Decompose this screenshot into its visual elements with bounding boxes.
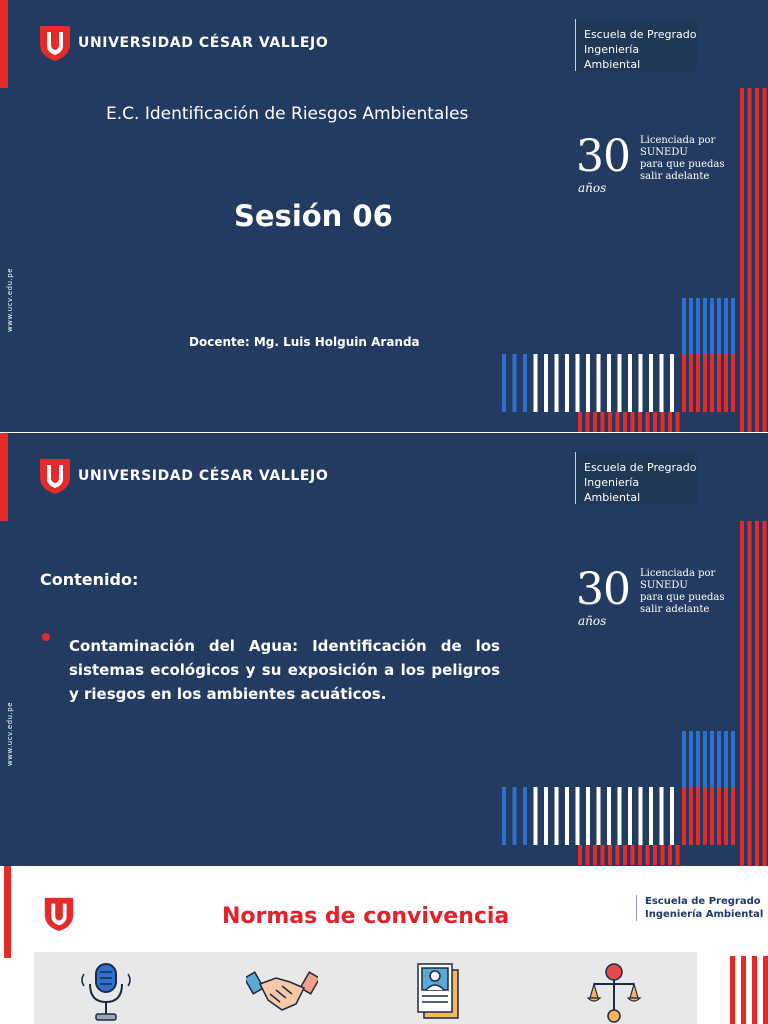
stripe-red-short	[638, 412, 642, 432]
stripe-white	[555, 354, 559, 412]
stripe-red-short	[616, 412, 620, 432]
stripe-white	[597, 354, 601, 412]
stripe-red	[724, 354, 728, 412]
stripe-blue	[703, 731, 707, 789]
school-line-2: Ingeniería Ambiental	[584, 43, 641, 71]
decorative-stripes	[0, 0, 768, 432]
stripe-white	[586, 354, 590, 412]
stripe-white	[555, 787, 559, 845]
stripe-red-short	[661, 845, 665, 865]
rules-title: Normas de convivencia	[222, 904, 510, 929]
stripe-red-short	[646, 412, 650, 432]
stripe-red-tall	[748, 88, 752, 432]
stripe-red-short	[668, 412, 672, 432]
stripe-blue	[689, 298, 693, 356]
brand-name: UNIVERSIDAD CÉSAR VALLEJO	[78, 468, 329, 484]
license-line-1: Licenciada por	[640, 568, 716, 579]
school-line-1: Escuela de Pregrado	[584, 28, 697, 41]
license-line-3: para que puedas	[640, 159, 725, 170]
stripe-red-tall	[755, 88, 759, 432]
school-line-2: Ingeniería Ambiental	[584, 476, 641, 504]
justice-scale-icon	[586, 960, 642, 1024]
stripe-red-tall	[748, 521, 752, 866]
stripe-white	[597, 787, 601, 845]
stripe-red	[717, 787, 721, 845]
stripe-red-short	[623, 845, 627, 865]
stripe-red-short	[646, 845, 650, 865]
anniversary-years: años	[578, 614, 607, 628]
stripe-white	[628, 787, 632, 845]
stripe-white	[576, 354, 580, 412]
stripe-red-short	[676, 412, 680, 432]
stripe-blue	[710, 731, 714, 789]
stripe-red-short	[661, 412, 665, 432]
stripe-red-tall	[740, 521, 744, 866]
stripe-white	[607, 354, 611, 412]
stripe-white	[649, 787, 653, 845]
stripe-white	[618, 354, 622, 412]
stripe-blue	[682, 731, 686, 789]
stripe-blue	[696, 298, 700, 356]
stripe-white	[628, 354, 632, 412]
decorative-stripes	[0, 433, 768, 866]
stripe-white	[649, 354, 653, 412]
stripe-white	[544, 354, 548, 412]
stripe-blue-left	[523, 354, 527, 412]
stripe-red-short	[653, 412, 657, 432]
license-line-2: SUNEDU	[640, 147, 688, 158]
stripe-red	[703, 354, 707, 412]
stripe-blue	[717, 298, 721, 356]
stripe-white	[534, 787, 538, 845]
stripe-red-short	[653, 845, 657, 865]
stripe-blue	[724, 731, 728, 789]
school-line-1: Escuela de Pregrado	[645, 896, 761, 907]
stripe-white	[639, 354, 643, 412]
stripe-red	[696, 354, 700, 412]
website-vertical: www.ucv.edu.pe	[6, 267, 14, 332]
profile-document-icon	[410, 960, 466, 1024]
school-line-1: Escuela de Pregrado	[584, 461, 697, 474]
stripe-blue-left	[502, 787, 506, 845]
stripe-blue	[689, 731, 693, 789]
license-line-1: Licenciada por	[640, 135, 716, 146]
stripe-red-tall	[740, 88, 744, 432]
stripe-red	[682, 787, 686, 845]
stripe-red-short	[623, 412, 627, 432]
website-vertical: www.ucv.edu.pe	[6, 701, 14, 766]
stripe-red	[731, 787, 735, 845]
stripe-red-short	[638, 845, 642, 865]
stripe-white	[534, 354, 538, 412]
stripe-blue	[710, 298, 714, 356]
stripe-white	[607, 787, 611, 845]
handshake-icon	[246, 960, 318, 1024]
stripe-red	[689, 354, 693, 412]
stripe-white	[576, 787, 580, 845]
stripe-red-short	[676, 845, 680, 865]
school-label	[636, 895, 763, 921]
slide-title	[0, 0, 768, 432]
stripe-white	[660, 787, 664, 845]
stripe-blue	[682, 298, 686, 356]
stripe-red	[717, 354, 721, 412]
stripe-red-short	[631, 412, 635, 432]
stripe-red-short	[586, 412, 590, 432]
anniversary-number: 30	[576, 564, 630, 615]
stripe-red	[710, 354, 714, 412]
stripe-red-short	[578, 845, 582, 865]
stripe-red-short	[608, 845, 612, 865]
stripe-blue	[696, 731, 700, 789]
brand-name: UNIVERSIDAD CÉSAR VALLEJO	[78, 35, 329, 51]
stripe-red-short	[601, 412, 605, 432]
slide-contents	[0, 433, 768, 866]
license-line-4: salir adelante	[640, 171, 710, 182]
stripe-blue-left	[523, 787, 527, 845]
contents-bullet-text: Contaminación del Agua: Identificación de los sistemas ecológicos y su exposición a los peligros y riesgos en los ambientes acuáticos.	[69, 637, 500, 703]
stripe-red	[724, 787, 728, 845]
stripe-red-short	[601, 845, 605, 865]
teacher-name: Docente: Mg. Luis Holguin Aranda	[189, 335, 420, 349]
stripe-white	[660, 354, 664, 412]
stripe-red-short	[668, 845, 672, 865]
stripe-red-short	[593, 845, 597, 865]
stripe-blue	[717, 731, 721, 789]
stripe-red-short	[578, 412, 582, 432]
course-title: E.C. Identificación de Riesgos Ambientales	[106, 104, 469, 124]
stripe-red-tall	[763, 88, 767, 432]
decorative-red-bars	[730, 956, 768, 1024]
stripe-red	[689, 787, 693, 845]
left-accent-bar	[4, 866, 11, 958]
stripe-white	[586, 787, 590, 845]
stripe-blue	[724, 298, 728, 356]
stripe-white	[618, 787, 622, 845]
school-line-2: Ingeniería Ambiental	[645, 909, 764, 920]
anniversary-number: 30	[576, 131, 630, 182]
stripe-red-short	[608, 412, 612, 432]
stripe-red-short	[616, 845, 620, 865]
stripe-blue-left	[513, 787, 517, 845]
stripe-white	[670, 787, 674, 845]
slide-rules	[0, 866, 768, 1024]
stripe-white	[639, 787, 643, 845]
session-title: Sesión 06	[234, 199, 393, 233]
stripe-blue	[731, 298, 735, 356]
stripe-red-short	[593, 412, 597, 432]
stripe-red	[682, 354, 686, 412]
stripe-white	[544, 787, 548, 845]
stripe-blue-left	[513, 354, 517, 412]
stripe-red-short	[631, 845, 635, 865]
stripe-white	[565, 354, 569, 412]
license-line-2: SUNEDU	[640, 580, 688, 591]
license-line-3: para que puedas	[640, 592, 725, 603]
stripe-red-tall	[755, 521, 759, 866]
stripe-red	[696, 787, 700, 845]
stripe-red	[731, 354, 735, 412]
stripe-red-short	[586, 845, 590, 865]
anniversary-years: años	[578, 181, 607, 195]
stripe-white	[565, 787, 569, 845]
microphone-icon	[78, 960, 134, 1024]
stripe-blue	[731, 731, 735, 789]
stripe-blue	[703, 298, 707, 356]
stripe-red	[703, 787, 707, 845]
license-line-4: salir adelante	[640, 604, 710, 615]
stripe-red-tall	[763, 521, 767, 866]
ucv-shield-icon	[42, 896, 76, 932]
contents-heading: Contenido:	[40, 570, 139, 589]
stripe-blue-left	[502, 354, 506, 412]
stripe-red	[710, 787, 714, 845]
stripe-white	[670, 354, 674, 412]
